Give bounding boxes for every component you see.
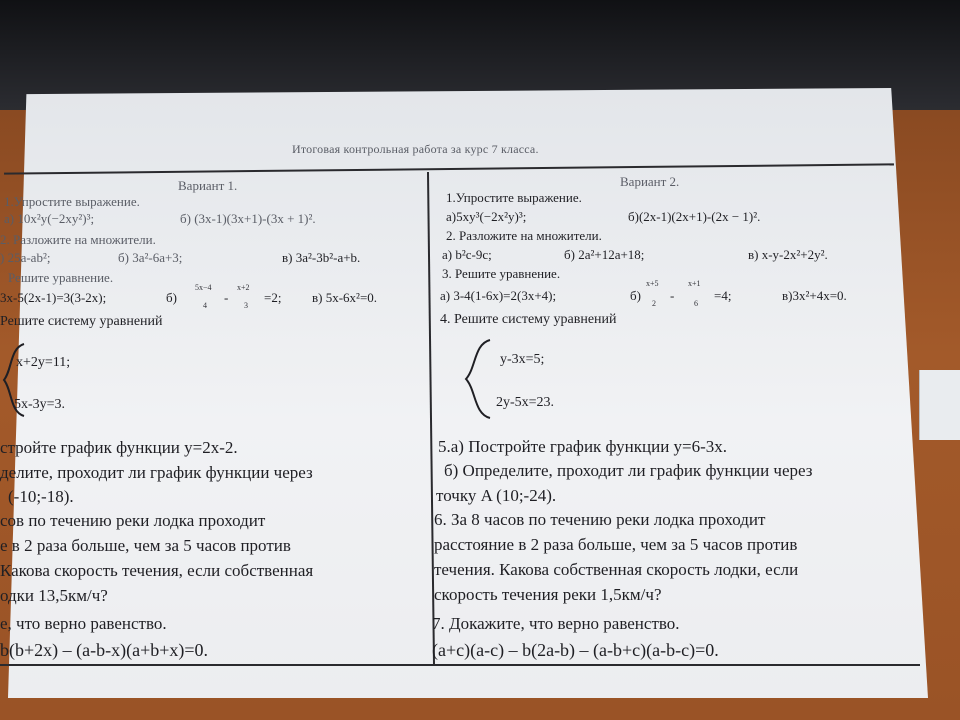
v2-task5-b-line1: б) Определите, проходит ли график функции через (444, 461, 813, 480)
v2-task3-frac2-num: x+1 (688, 279, 701, 288)
v1-task3-frac2-num: x+2 (237, 283, 250, 292)
v2-task2-c: в) x-y-2x²+2y². (748, 247, 828, 262)
v2-task3-frac2-den: 6 (694, 299, 698, 308)
v2-task3-frac1-den: 2 (652, 299, 656, 308)
v2-task7-equation: (a+c)(a-c) – b(2a-b) – (a-b+c)(a-b-c)=0. (432, 640, 719, 660)
v2-task1-b: б)(2x-1)(2x+1)-(2x − 1)². (628, 209, 761, 224)
v1-task6-line2: е в 2 раза больше, чем за 5 часов против (0, 536, 291, 555)
v1-task1-a: а) 10x²y(−2xy²)³; (4, 211, 95, 226)
v1-system-eq1: x+2y=11; (16, 355, 71, 370)
v1-task5-a: стройте график функции y=2x-2. (0, 438, 238, 457)
v2-task3-heading: 3. Решите уравнение. (442, 266, 561, 281)
document-title: Итоговая контрольная работа за курс 7 класса. (292, 142, 539, 156)
v1-system-eq2: 5x-3y=3. (14, 397, 66, 412)
v2-task3-minus: - (670, 288, 675, 303)
v2-task5-a: 5.а) Постройте график функции y=6-3x. (438, 437, 728, 456)
v1-task6-line1: сов по течению реки лодка проходит (0, 511, 266, 530)
v1-task3-a: 3x-5(2x-1)=3(3-2x); (0, 290, 107, 305)
v2-task2-b: б) 2a²+12a+18; (564, 247, 645, 262)
v1-task5-b-line1: делите, проходит ли график функции через (0, 463, 313, 482)
v2-task6-line3: течения. Какова собственная скорость лодки, если (434, 560, 799, 579)
v2-task1-heading: 1.Упростите выражение. (446, 190, 582, 205)
variant-1-heading: Вариант 1. (178, 178, 238, 193)
v2-task6-line4: скорость течения реки 1,5км/ч? (434, 585, 662, 604)
v1-task4-heading: Решите систему уравнений (0, 314, 163, 329)
v2-task7-heading: 7. Докажите, что верно равенство. (432, 614, 680, 633)
v1-task3-b-suffix: =2; (264, 290, 282, 305)
v1-task7-equation: b(b+2x) – (a-b-x)(a+b+x)=0. (0, 640, 209, 660)
v2-task5-b-line2: точку A (10;-24). (436, 486, 557, 505)
v2-task6-line1: 6. За 8 часов по течению реки лодка проходит (434, 510, 766, 529)
v1-task1-b: б) (3x-1)(3x+1)-(3x + 1)². (180, 211, 316, 226)
v1-task1-heading: 1.Упростите выражение. (4, 194, 140, 209)
v2-system-eq2: 2y-5x=23. (496, 395, 555, 410)
variant-2-heading: Вариант 2. (620, 174, 680, 189)
v2-task3-frac1-num: x+5 (646, 279, 659, 288)
v2-system-brace (462, 336, 496, 422)
v2-system-eq1: y-3x=5; (500, 352, 545, 367)
v1-task2-c: в) 3a²-3b²-a+b. (282, 250, 361, 265)
v2-task6-line2: расстояние в 2 раза больше, чем за 5 часов против (434, 535, 798, 554)
v2-task3-c: в)3x²+4x=0. (782, 288, 847, 303)
v1-task3-minus: - (224, 290, 229, 305)
v2-task2-heading: 2. Разложите на множители. (446, 228, 602, 243)
v2-task3-b-prefix: б) (630, 288, 641, 303)
v1-task3-b-prefix: б) (166, 290, 177, 305)
v1-task2-a: ) 25a-ab²; (0, 250, 51, 265)
v1-task2-heading: 2. Разложите на множители. (0, 232, 156, 247)
v1-task2-b: б) 3a²-6a+3; (118, 250, 183, 265)
v2-task3-b-suffix: =4; (714, 288, 732, 303)
v1-task7-heading: е, что верно равенство. (0, 614, 167, 633)
v1-task6-line4: одки 13,5км/ч? (0, 586, 108, 605)
white-object (919, 370, 960, 440)
v1-task3-heading: Решите уравнение. (8, 270, 114, 285)
v2-task2-a: а) b²c-9c; (442, 247, 492, 262)
v1-task3-frac1-num: 5x−4 (195, 283, 212, 292)
v2-task1-a: а)5xy³(−2x²y)³; (446, 209, 527, 224)
table-bottom-rule (0, 664, 920, 666)
v1-task3-c: в) 5x-6x²=0. (312, 290, 378, 305)
v2-task4-heading: 4. Решите систему уравнений (440, 312, 617, 327)
v1-task3-frac1-den: 4 (203, 301, 207, 310)
v2-task3-a: а) 3-4(1-6x)=2(3x+4); (440, 288, 557, 303)
v1-task5-b-line2: (-10;-18). (8, 487, 74, 506)
v1-task3-frac2-den: 3 (244, 301, 248, 310)
v1-task6-line3: Какова скорость течения, если собственная (0, 561, 314, 580)
